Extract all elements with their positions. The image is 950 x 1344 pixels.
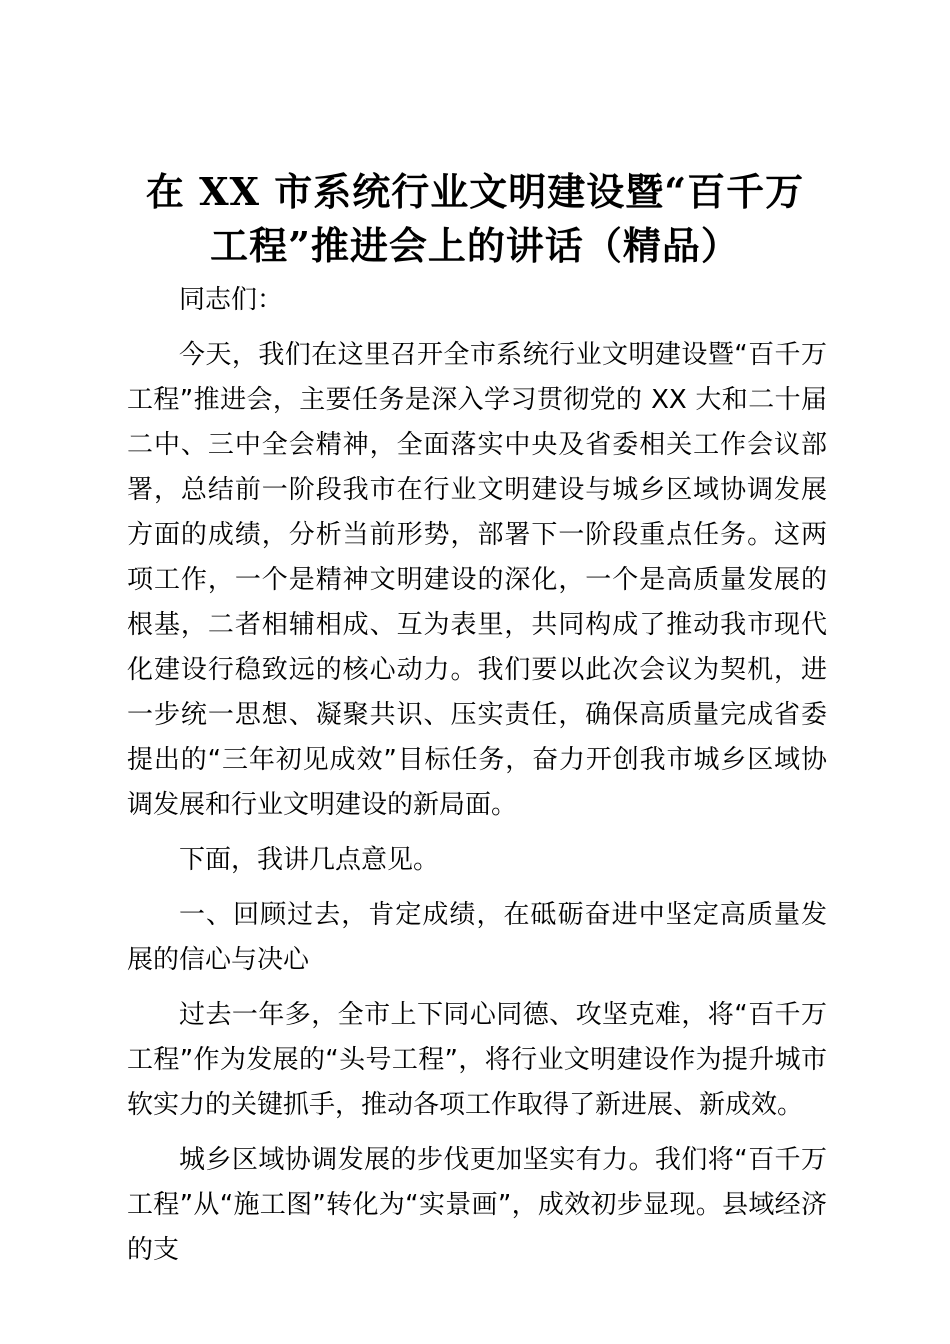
document-title [100,165,850,273]
paragraph-review: 过去一年多，全市上下同心同德、攻坚克难，将“百千万工程”作为发展的“头号工程”，将行业文明建设作为提升城市软实力的关键抓手，推动各项工作取得了新进展、新成效。 [127,1000,827,1120]
paragraph-urban-rural: 城乡区域协调发展的步伐更加坚实有力。我们将“百千万工程”从“施工图”转化为“实景画”，成效初步显现。县域经济的支 [127,1145,827,1265]
paragraph-intro: 今天，我们在这里召开全市系统行业文明建设暨“百千万工程”推进会，主要任务是深入学习贯彻党的 XX 大和二十届二中、三中全会精神，全面落实中央及省委相关工作会议部署，总结前一阶段我市在行业文明建设与城乡区域协调发展方面的成绩，分析当前形势，部署下一阶段重点任务。这两项工作，一个是精神文明建设的深化，一个是高质量发展的根基，二者相辅相成、互为表里，共同构成了推动我市现代化建设行稳致远的核心动力。我们要以此次会议为契机，进一步统一思想、凝聚共识、压实责任，确保高质量完成省委提出的“三年初见成效”目标任务，奋力开创我市城乡区域协调发展和行业文明建设的新局面。 [127,340,827,820]
salutation: 同志们： [179,285,284,315]
title-line-2: 工程”推进会上的讲话（精品） [210,223,740,268]
section-heading-1: 一、回顾过去，肯定成绩，在砥砺奋进中坚定高质量发展的信心与决心 [127,900,827,975]
title-line-1: 在 XX 市系统行业文明建设暨“百千万 [145,169,805,214]
document-body [127,278,827,1273]
paragraph-transition: 下面，我讲几点意见。 [179,845,440,875]
